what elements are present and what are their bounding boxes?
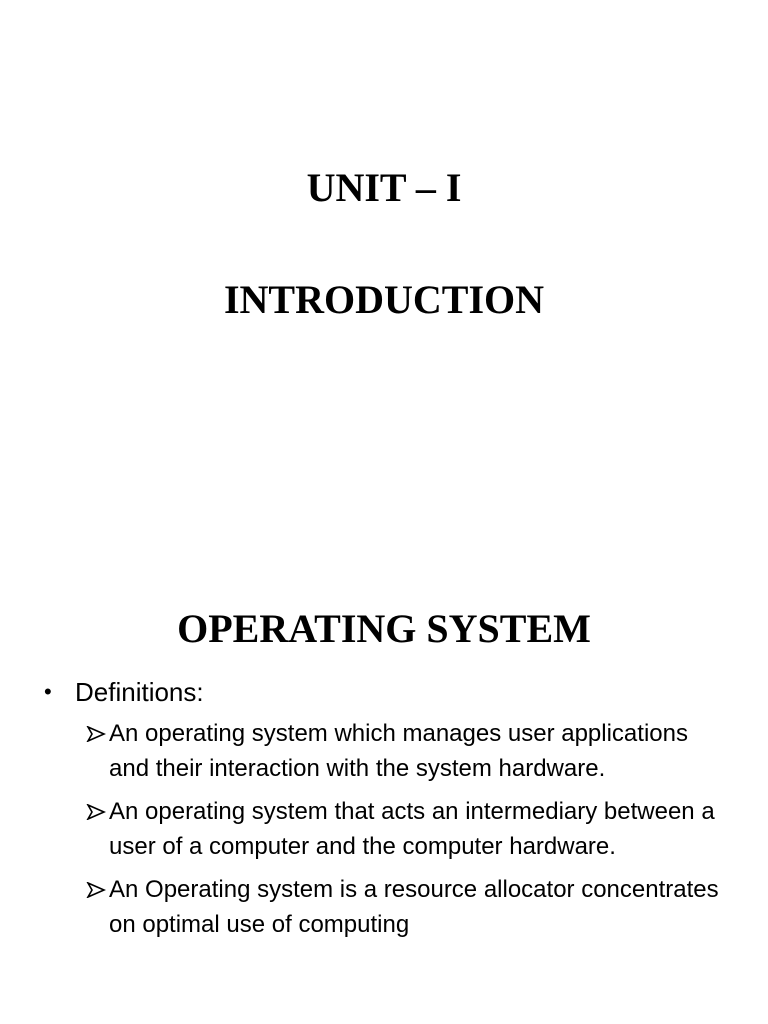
slide-content (0, 674, 768, 950)
definition-text: An operating system which manages user applications and their interaction with the system hardware. (109, 720, 688, 782)
definition-item (0, 794, 768, 864)
definition-text: An operating system that acts an intermediary between a user of a computer and the computer hardware. (109, 798, 715, 860)
definitions-list (0, 716, 768, 942)
arrowhead-icon (86, 804, 106, 820)
definition-item (0, 716, 768, 786)
definition-text: An Operating system is a resource allocator concentrates on optimal use of computing (109, 876, 719, 938)
slide-unit-title: UNIT – I (306, 165, 462, 210)
definition-item (0, 872, 768, 942)
bullet-dot-icon: • (44, 679, 52, 704)
section-title: OPERATING SYSTEM (177, 606, 591, 651)
slide-intro-title: INTRODUCTION (223, 277, 545, 322)
arrowhead-icon (86, 726, 106, 742)
definitions-label: Definitions: (75, 677, 204, 707)
definitions-bullet (0, 674, 768, 710)
arrowhead-icon (86, 882, 106, 898)
